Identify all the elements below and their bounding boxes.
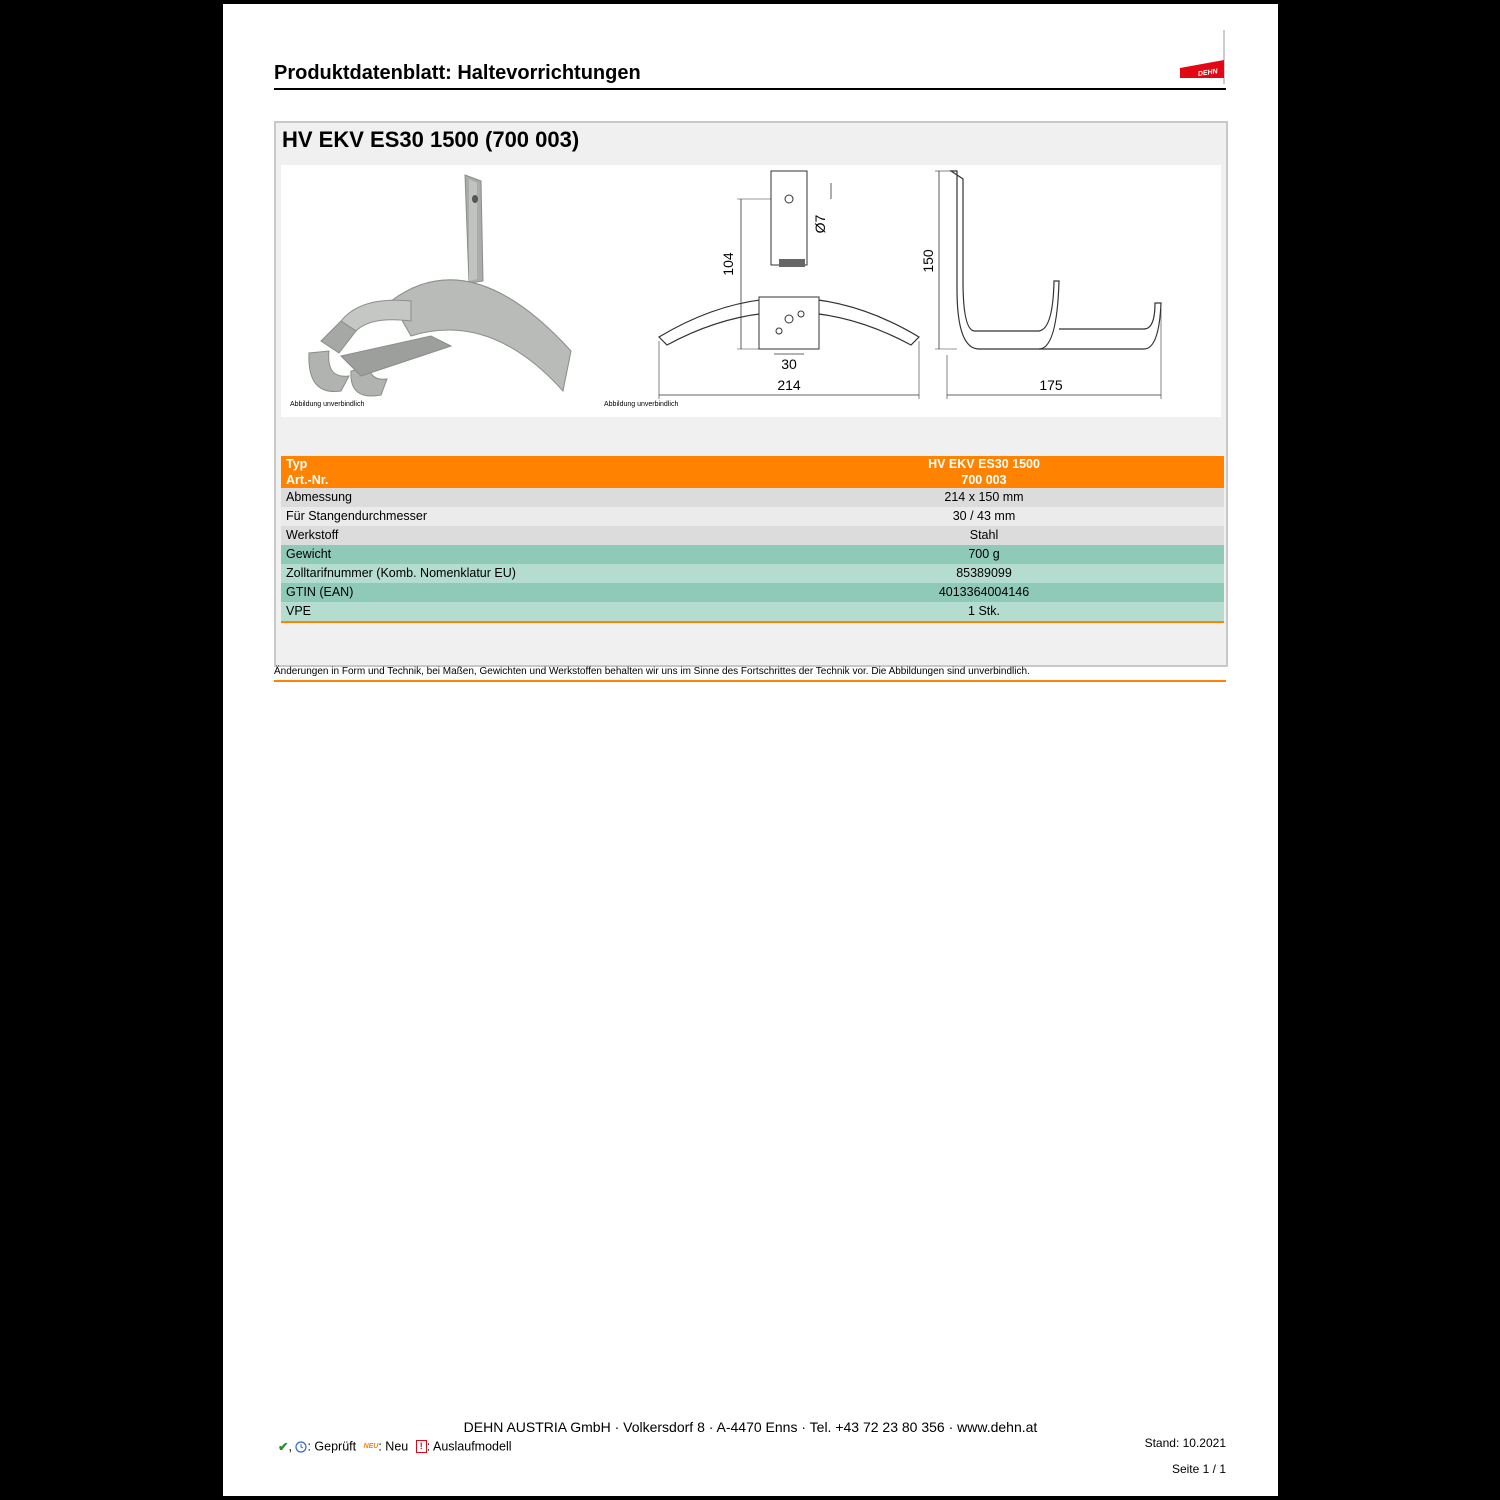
row-value: 30 / 43 mm bbox=[952, 509, 1016, 523]
disclaimer-divider bbox=[274, 680, 1226, 682]
status-legend: ✔, : Geprüft NEU: Neu ! : Auslaufmodell bbox=[278, 1439, 512, 1455]
table-row bbox=[281, 507, 1224, 526]
legend-discontinued: : Auslaufmodell bbox=[426, 1439, 512, 1454]
table-row bbox=[281, 564, 1224, 583]
dim-104-label: 104 bbox=[720, 252, 736, 276]
row-value: 214 x 150 mm bbox=[944, 490, 1024, 504]
row-value: 1 Stk. bbox=[968, 604, 1000, 618]
row-value: 4013364004146 bbox=[938, 585, 1030, 599]
header-divider bbox=[274, 88, 1226, 90]
head-value: 700 003 bbox=[744, 472, 1224, 488]
head-label: Art.-Nr. bbox=[281, 472, 744, 488]
dim-150-label: 150 bbox=[920, 249, 936, 273]
drawing-caption: Abbildung unverbindlich bbox=[604, 401, 679, 408]
spec-table bbox=[281, 456, 1224, 623]
logo-text: DEHN bbox=[1197, 68, 1219, 78]
product-title: HV EKV ES30 1500 (700 003) bbox=[282, 127, 580, 152]
row-label: VPE bbox=[286, 604, 312, 618]
dehn-logo bbox=[1176, 30, 1226, 84]
row-value: Stahl bbox=[969, 528, 999, 542]
product-photo bbox=[301, 171, 571, 399]
discontinued-icon: ! bbox=[416, 1440, 427, 1453]
row-label: Für Stangendurchmesser bbox=[286, 509, 428, 523]
row-label: Abmessung bbox=[286, 490, 353, 504]
head-value: HV EKV ES30 1500 bbox=[744, 456, 1224, 472]
image-caption: Abbildung unverbindlich bbox=[290, 401, 365, 408]
product-images bbox=[281, 165, 1221, 417]
checkmark-icon: ✔ bbox=[278, 1440, 289, 1455]
page-number: Seite 1 / 1 bbox=[1171, 1462, 1226, 1476]
datasheet-page bbox=[223, 4, 1278, 1496]
row-label: Gewicht bbox=[286, 547, 332, 561]
dim-o7-label: Ø7 bbox=[812, 214, 828, 234]
page-title: Produktdatenblatt: Haltevorrichtungen bbox=[274, 62, 641, 84]
technical-drawing-side bbox=[920, 169, 1169, 401]
dim-30-label: 30 bbox=[781, 356, 797, 372]
table-row bbox=[281, 488, 1224, 507]
clock-check-icon bbox=[295, 1441, 307, 1453]
row-value: 700 g bbox=[968, 547, 1000, 561]
dim-214-label: 214 bbox=[777, 377, 801, 393]
legend-checked: : Geprüft bbox=[307, 1439, 357, 1454]
table-row bbox=[281, 526, 1224, 545]
stand-date: Stand: 10.2021 bbox=[1144, 1436, 1226, 1450]
row-label: GTIN (EAN) bbox=[286, 585, 354, 599]
product-box bbox=[274, 121, 1228, 667]
new-badge-icon: NEU bbox=[363, 1443, 379, 1451]
row-label: Werkstoff bbox=[286, 528, 339, 542]
disclaimer: Änderungen in Form und Technik, bei Maßen, Gewichten und Werkstoffen behalten wir uns im Sinne des Fortschrittes der Technik vor. Die Abbildungen sind unverbindlich. bbox=[274, 666, 1030, 677]
table-row bbox=[281, 602, 1224, 622]
row-label: Zolltarifnummer (Komb. Nomenklatur EU) bbox=[286, 566, 516, 580]
head-label: Typ bbox=[281, 456, 744, 472]
technical-drawing-front bbox=[641, 169, 931, 401]
table-head-row bbox=[281, 456, 1224, 472]
table-head-row bbox=[281, 472, 1224, 488]
dim-175-label: 175 bbox=[1039, 377, 1063, 393]
table-row bbox=[281, 583, 1224, 602]
legend-new: : Neu bbox=[378, 1439, 409, 1454]
footer-address: DEHN AUSTRIA GmbH · Volkersdorf 8 · A-4470 Enns · Tel. +43 72 23 80 356 · www.dehn.at bbox=[463, 1419, 1038, 1435]
table-row bbox=[281, 545, 1224, 564]
row-value: 85389099 bbox=[956, 566, 1012, 580]
